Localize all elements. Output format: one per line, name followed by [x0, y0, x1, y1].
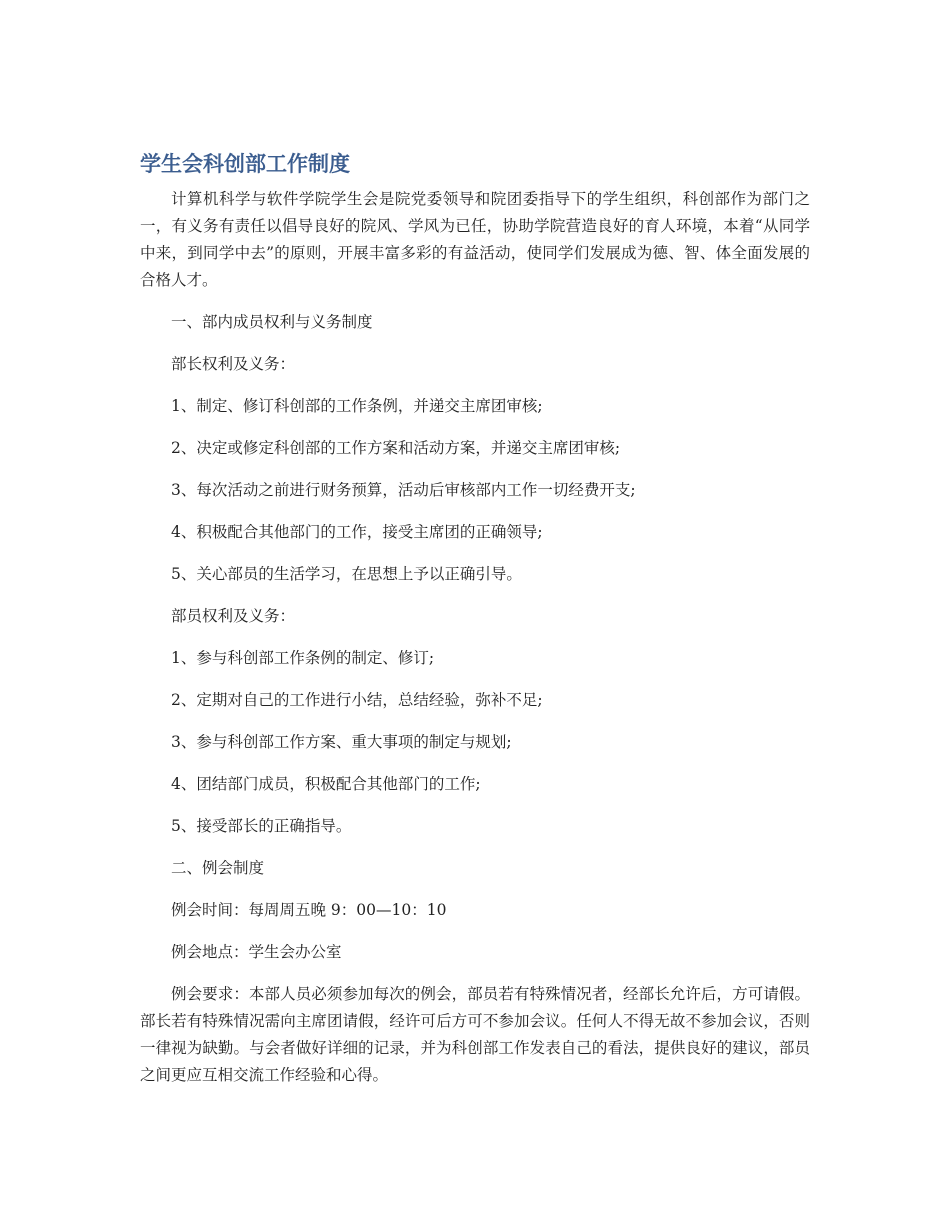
- document-title: 学生会科创部工作制度: [140, 152, 350, 176]
- minister-item: 1、制定、修订科创部的工作条例，并递交主席团审核;: [171, 397, 543, 415]
- minister-item: 5、关心部员的生活学习，在思想上予以正确引导。: [171, 565, 522, 583]
- minister-heading: 部长权利及义务：: [171, 355, 296, 373]
- intro-paragraph: 计算机科学与软件学院学生会是院党委领导和院团委指导下的学生组织，科创部作为部门之一，有义务有责任以倡导良好的院风、学风为已任，协助学院营造良好的育人环境，本着“从同学中来，到同学中去”的原则，开展丰富多彩的有益活动，使同学们发展成为德、智、体全面发展的合格人才。: [140, 190, 810, 289]
- minister-item: 4、积极配合其他部门的工作，接受主席团的正确领导;: [171, 523, 543, 541]
- member-item: 3、参与科创部工作方案、重大事项的制定与规划;: [171, 733, 512, 751]
- member-heading: 部员权利及义务：: [171, 607, 296, 625]
- meeting-requirements: 例会要求：本部人员必须参加每次的例会，部员若有特殊情况者，经部长允许后，方可请假。部长若有特殊情况需向主席团请假，经许可后方可不参加会议。任何人不得无故不参加会议，否则一律视为缺勤。与会者做好详细的记录，并为科创部工作发表自己的看法，提供良好的建议，部员之间更应互相交流工作经验和心得。: [140, 985, 810, 1084]
- section2-heading: 二、例会制度: [171, 859, 265, 877]
- document-page: [140, 148, 810, 1104]
- meeting-place: 例会地点：学生会办公室: [171, 943, 342, 961]
- meeting-time: 例会时间：每周周五晚 9：00—10：10: [171, 901, 447, 919]
- section1-heading: 一、部内成员权利与义务制度: [171, 313, 373, 331]
- member-item: 5、接受部长的正确指导。: [171, 817, 352, 835]
- member-item: 1、参与科创部工作条例的制定、修订;: [171, 649, 435, 667]
- minister-item: 2、决定或修定科创部的工作方案和活动方案，并递交主席团审核;: [171, 439, 621, 457]
- minister-item: 3、每次活动之前进行财务预算，活动后审核部内工作一切经费开支;: [171, 481, 636, 499]
- member-item: 2、定期对自己的工作进行小结，总结经验，弥补不足;: [171, 691, 543, 709]
- member-item: 4、团结部门成员，积极配合其他部门的工作;: [171, 775, 481, 793]
